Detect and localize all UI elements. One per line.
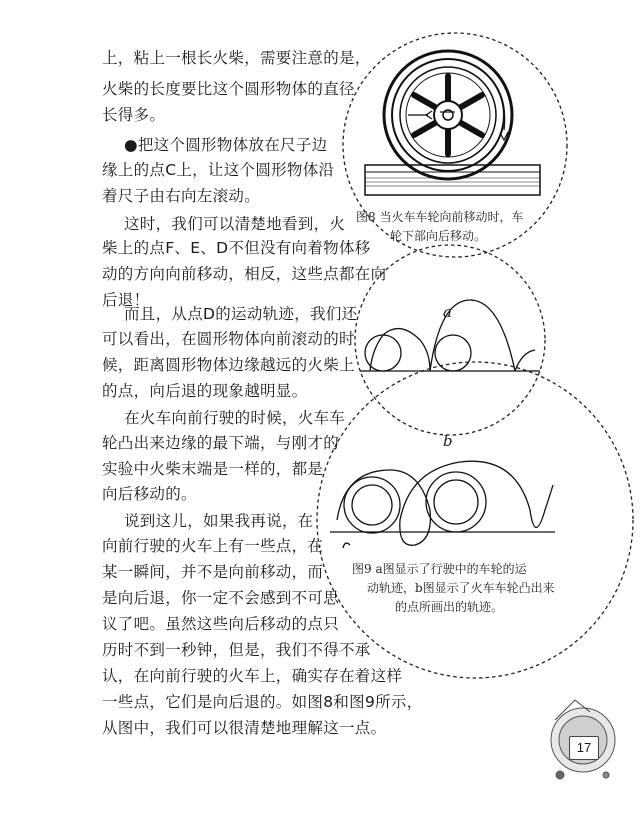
text-line: 议了吧。虽然这些向后移动的点只 <box>102 615 340 633</box>
figure8-caption-line1: 图8 当火车车轮向前移动时，车 <box>356 210 524 224</box>
text-line: 在火车向前行驶的时候，火车车 <box>124 409 346 427</box>
figure9b-trochoid-diagram <box>330 461 555 548</box>
page-number: 17 <box>569 736 599 760</box>
text-line: 某一瞬间，并不是向前移动，而 <box>102 563 324 581</box>
figure8-caption-line2: 轮下部向后移动。 <box>390 229 487 243</box>
text-line: 长得多。 <box>102 106 166 124</box>
text-line: 实验中火柴末端是一样的，都是 <box>102 460 324 478</box>
text-line: 候，距离圆形物体边缘越远的火柴上 <box>102 356 355 374</box>
text-line: 上，粘上一根长火柴，需要注意的是， <box>102 49 371 67</box>
text-line: 后退！ <box>102 291 150 309</box>
figure9b-bubble <box>317 362 633 678</box>
text-line: 着尺子由右向左滚动。 <box>102 187 261 205</box>
text-line: 向前行驶的火车上有一些点，在 <box>102 537 324 555</box>
figure8-wheel-illustration <box>365 51 540 195</box>
figure9b-label: b <box>443 432 453 450</box>
text-line: 火柴的长度要比这个圆形物体的直径 <box>102 80 355 98</box>
figure9-caption-line1: 图9 a图显示了行驶中的车轮的运 <box>352 562 527 576</box>
text-line: 向后移动的。 <box>102 485 197 503</box>
text-line: 的点，向后退的现象越明显。 <box>102 382 308 400</box>
figure9a-label: a <box>443 303 452 321</box>
text-line: 是向后退，你一定不会感到不可思 <box>102 589 340 607</box>
text-line: 轮凸出来边缘的最下端，与刚才的 <box>102 434 340 452</box>
text-line: 从图中，我们可以很清楚地理解这一点。 <box>102 719 387 737</box>
figure9-caption-line2: 动轨迹，b图显示了火车车轮凸出来 <box>367 581 555 595</box>
text-line: 认，在向前行驶的火车上，确实存在着这样 <box>102 667 403 685</box>
text-line: 动的方向向前移动，相反，这些点都在向 <box>102 265 387 283</box>
figure9-caption-line3: 的点所画出的轨迹。 <box>395 600 504 614</box>
text-line: 而且，从点D的运动轨迹，我们还 <box>124 305 358 323</box>
text-line: 缘上的点C上，让这个圆形物体沿 <box>102 161 335 179</box>
text-line: 说到这儿，如果我再说，在 <box>124 512 314 530</box>
text-line: 历时不到一秒钟，但是，我们不得不承 <box>102 641 371 659</box>
text-line: 一些点，它们是向后退的。如图8和图9所示， <box>102 693 423 711</box>
text-line: ●把这个圆形物体放在尺子边 <box>124 136 328 154</box>
text-line: 这时，我们可以清楚地看到，火 <box>124 215 346 233</box>
text-line: 可以看出，在圆形物体向前滚动的时 <box>102 330 355 348</box>
text-line: 柴上的点F、E、D不但没有向着物体移 <box>102 239 371 257</box>
